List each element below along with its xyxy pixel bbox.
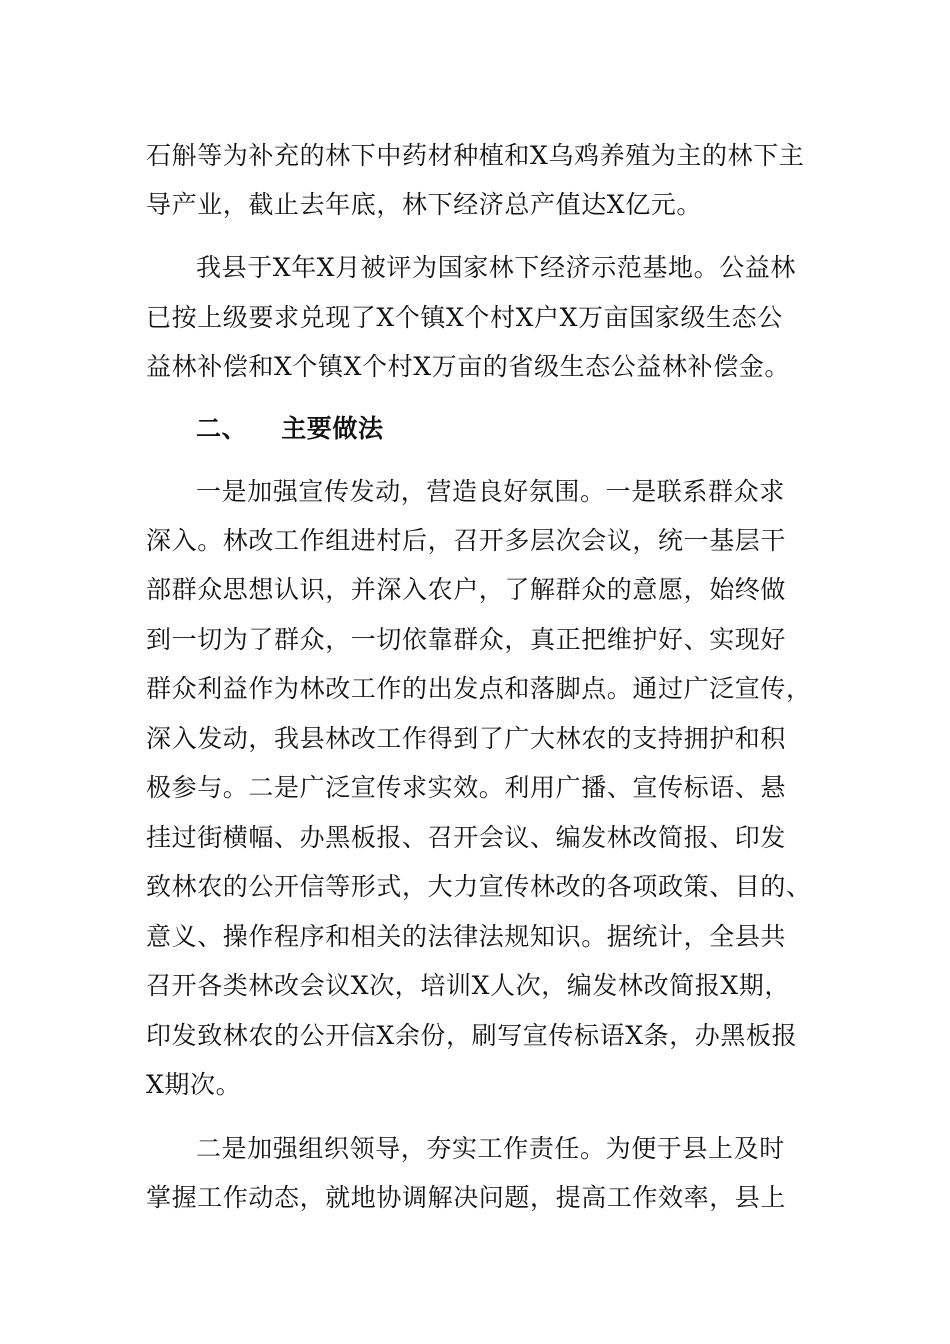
paragraph-line: 极参与。二是广泛宣传求实效。利用广播、宣传标语、悬 (146, 773, 787, 802)
paragraph-line: 印发致林农的公开信X余份，刷写宣传标语X条，办黑板报 (146, 1021, 798, 1050)
section-number: 二、 (196, 414, 248, 443)
paragraph-line: 深入发动，我县林改工作得到了广大林农的支持拥护和积 (146, 724, 787, 753)
paragraph-line: 意义、操作程序和相关的法律法规知识。据统计，全县共 (146, 922, 787, 951)
paragraph-line: 到一切为了群众，一切依靠群众，真正把维护好、实现好 (146, 625, 787, 654)
paragraph-line: 石斛等为补充的林下中药材种植和X乌鸡养殖为主的林下主 (146, 141, 805, 170)
paragraph-line: 已按上级要求兑现了X个镇X个村X户X万亩国家级生态公 (146, 303, 783, 332)
paragraph-line: 召开各类林改会议X次，培训X人次，编发林改简报X期， (146, 971, 790, 1000)
paragraph-line: 导产业，截止去年底，林下经济总产值达X亿元。 (146, 190, 702, 219)
paragraph-line: 致林农的公开信等形式，大力宣传林改的各项政策、目的、 (146, 872, 812, 901)
section-title: 主要做法 (281, 414, 384, 443)
paragraph-line: 掌握工作动态，就地协调解决问题，提高工作效率，县上 (146, 1183, 787, 1212)
paragraph-line: 二是加强组织领导，夯实工作责任。为便于县上及时 (196, 1134, 785, 1163)
paragraph-line: 深入。林改工作组进村后，召开多层次会议，统一基层干 (146, 526, 787, 555)
paragraph-line: 一是加强宣传发动，营造良好氛围。一是联系群众求 (196, 477, 785, 506)
paragraph-line: 我县于X年X月被评为国家林下经济示范基地。公益林 (196, 253, 796, 282)
paragraph-line: X期次。 (146, 1070, 242, 1099)
paragraph-line: 挂过街横幅、办黑板报、召开会议、编发林改简报、印发 (146, 823, 787, 852)
paragraph-line: 群众利益作为林改工作的出发点和落脚点。通过广泛宣传， (146, 674, 812, 703)
paragraph-line: 部群众思想认识，并深入农户，了解群众的意愿，始终做 (146, 575, 787, 604)
paragraph-line: 益林补偿和X个镇X个村X万亩的省级生态公益林补偿金。 (146, 352, 790, 381)
section-heading (196, 409, 384, 445)
